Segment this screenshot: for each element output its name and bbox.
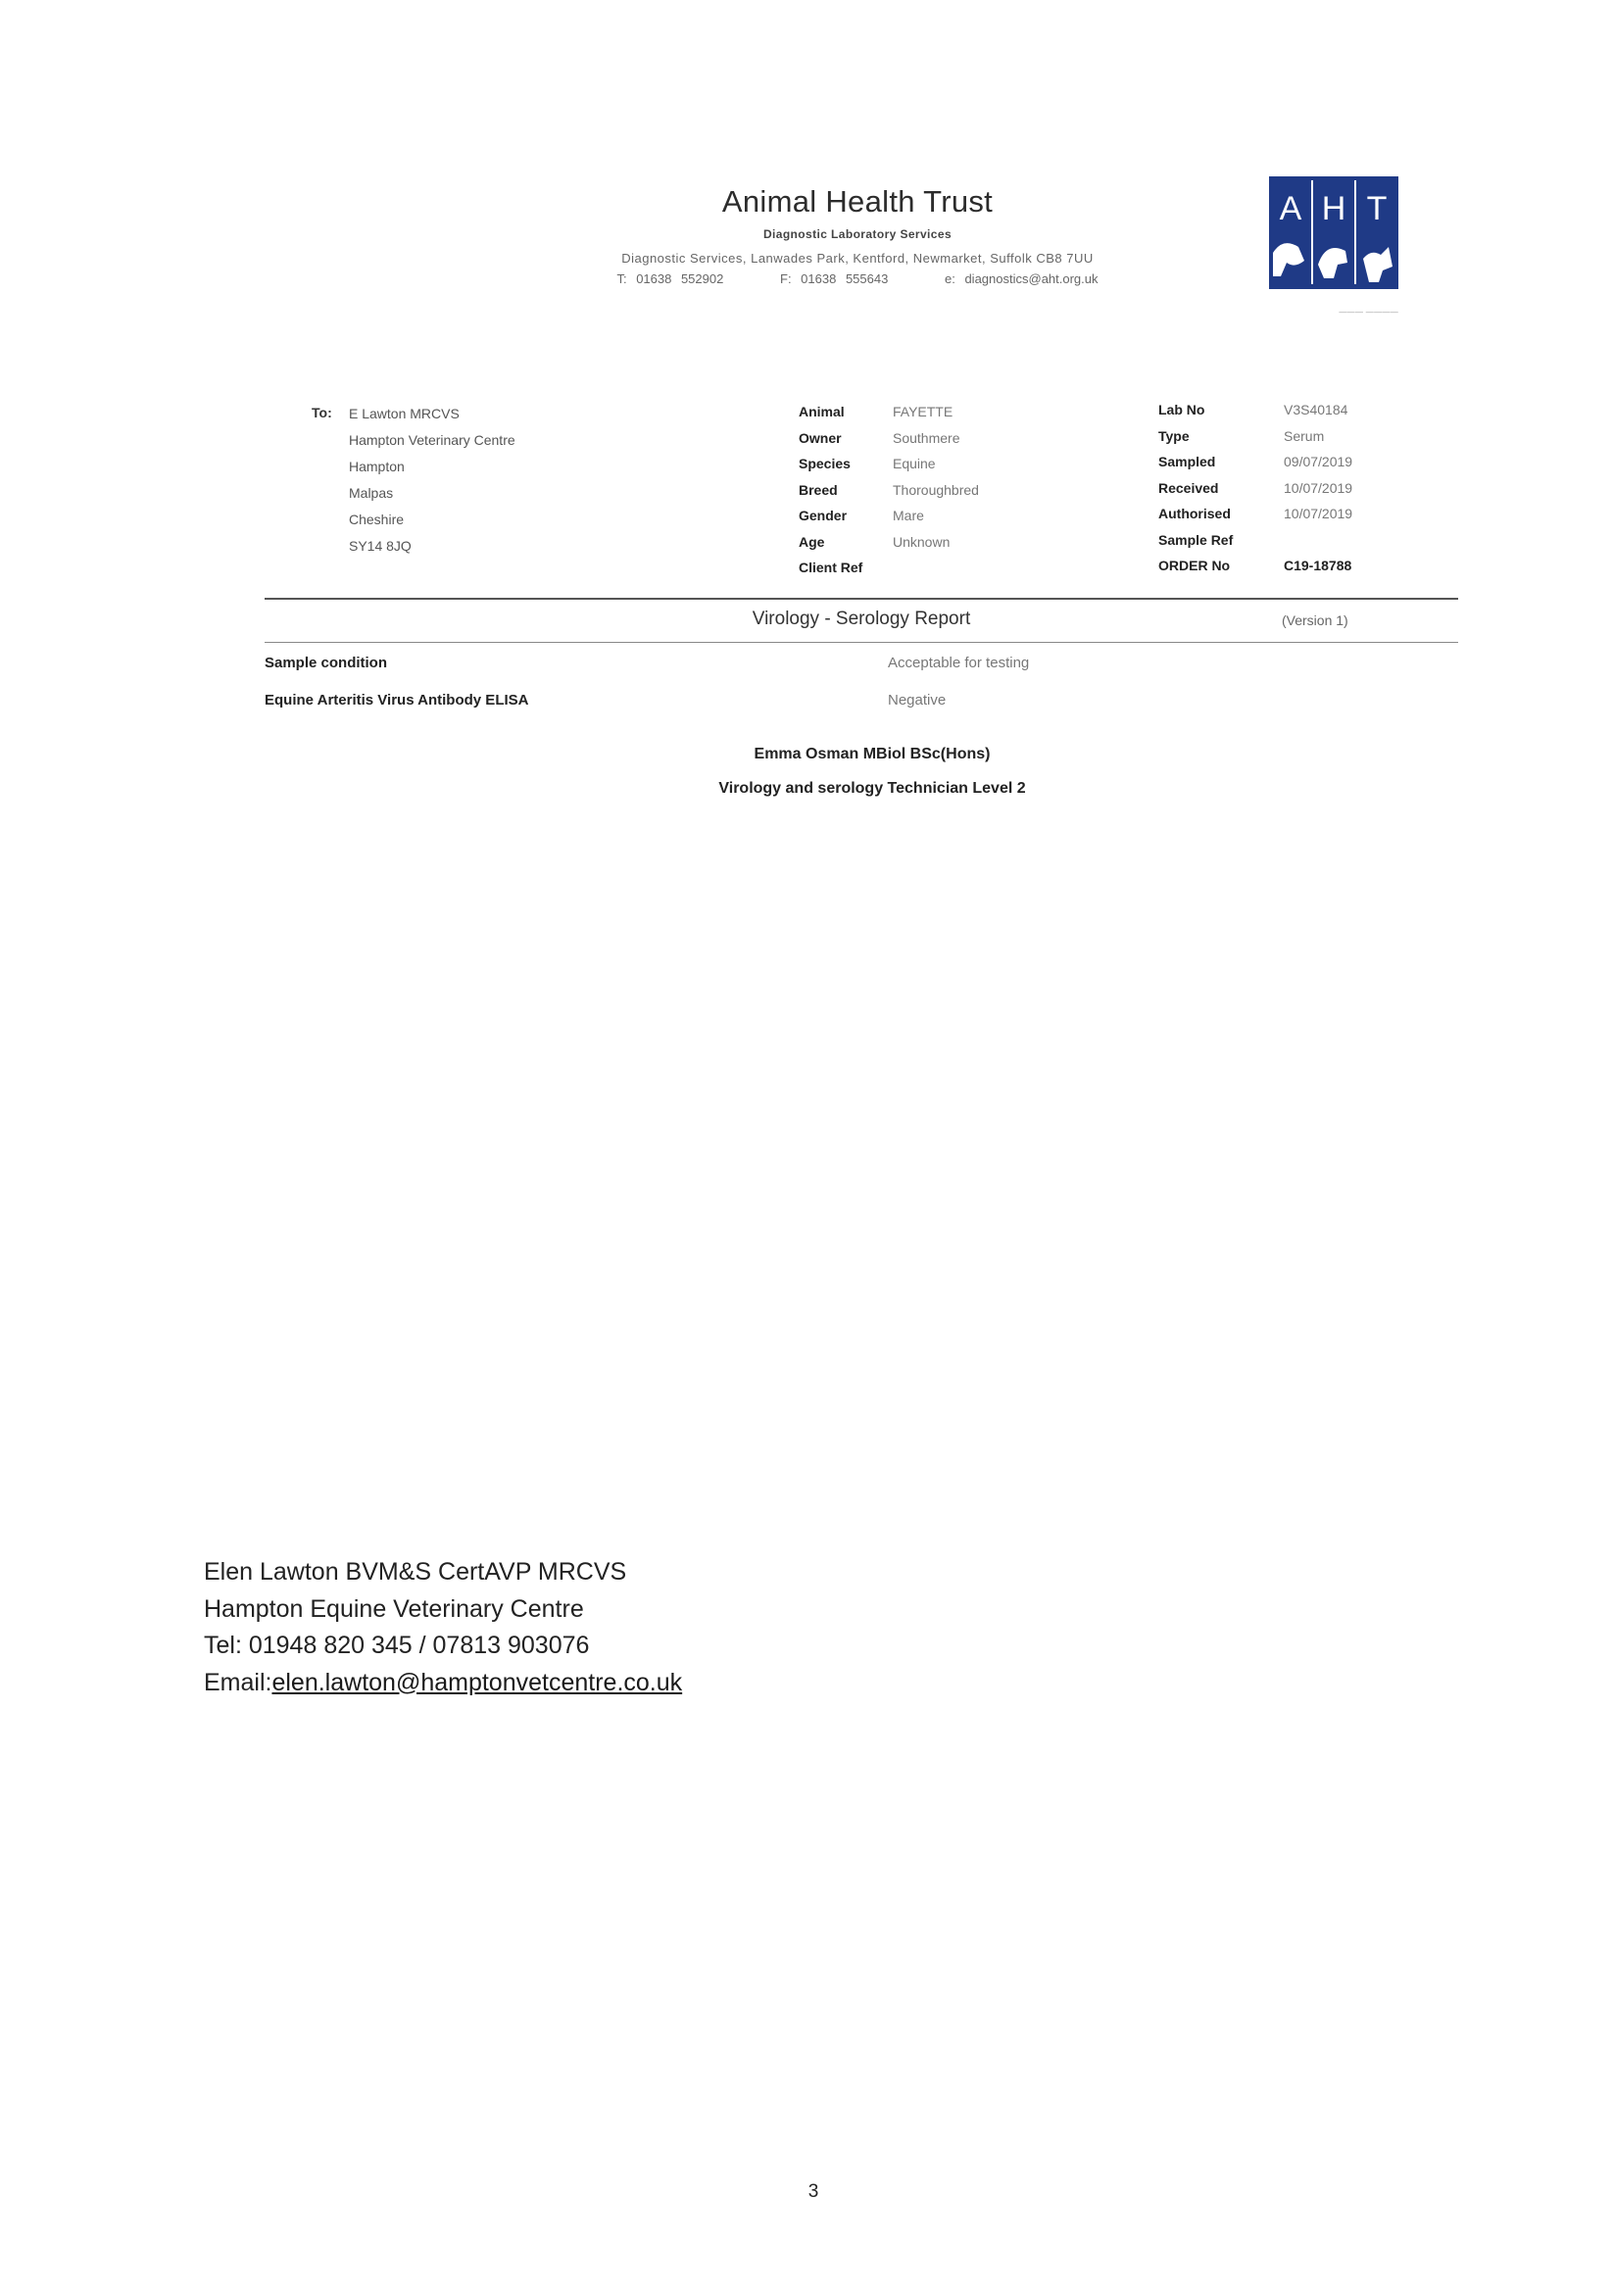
logo-letter-t: T — [1366, 190, 1388, 227]
sampled-row — [1158, 453, 1352, 479]
lab-address: Diagnostic Services, Lanwades Park, Kentford, Newmarket, Suffolk CB8 7UU — [621, 251, 1094, 266]
lab-name: Animal Health Trust — [721, 184, 994, 219]
age-value: Unknown — [893, 533, 951, 550]
received-value: 10/07/2019 — [1284, 479, 1353, 496]
sampled-value: 09/07/2019 — [1284, 454, 1353, 469]
gender-row — [799, 507, 979, 533]
to-label: To: — [312, 405, 332, 420]
sampled-label: Sampled — [1158, 454, 1216, 469]
logo-letter-h: H — [1321, 190, 1346, 227]
age-label: Age — [799, 533, 825, 550]
order-no-row — [1158, 557, 1352, 583]
animal-row — [799, 403, 979, 429]
type-label: Type — [1158, 427, 1190, 444]
age-row — [799, 533, 979, 560]
order-no-value: C19-18788 — [1284, 558, 1352, 573]
recipient-line: E Lawton MRCVS — [349, 406, 460, 421]
authorised-value: 10/07/2019 — [1284, 506, 1353, 521]
signature-tel: Tel: 01948 820 345 / 07813 903076 — [204, 1632, 590, 1659]
report-top-rule — [265, 598, 1458, 600]
recipient-line: Hampton Veterinary Centre — [349, 432, 515, 448]
sample-details — [1158, 401, 1352, 583]
signature-email-line — [204, 1665, 682, 1702]
species-row — [799, 455, 979, 481]
lab-phone: T: 01638 552902 — [616, 271, 724, 286]
animal-value: FAYETTE — [893, 404, 953, 419]
result-value: Acceptable for testing — [888, 655, 1030, 671]
signature-email-label: Email: — [204, 1668, 272, 1696]
authorised-row — [1158, 505, 1352, 531]
page-number: 3 — [807, 2181, 819, 2202]
result-value: Negative — [888, 692, 947, 708]
animal-details — [799, 403, 979, 585]
report-bottom-rule — [265, 642, 1458, 643]
lab-email: e: diagnostics@aht.org.uk — [945, 271, 1099, 286]
recipient-line: Hampton — [349, 459, 405, 474]
signature-name: Elen Lawton BVM&S CertAVP MRCVS — [204, 1558, 627, 1586]
species-value: Equine — [893, 456, 936, 471]
gender-value: Mare — [893, 508, 924, 523]
lab-contacts — [549, 271, 1166, 286]
owner-label: Owner — [799, 429, 842, 446]
recipient-line: SY14 8JQ — [349, 538, 412, 554]
animal-label: Animal — [799, 404, 845, 419]
signature-practice: Hampton Equine Veterinary Centre — [204, 1594, 584, 1623]
report-title: Virology - Serology Report — [752, 609, 971, 629]
client-ref-label: Client Ref — [799, 560, 863, 575]
received-row — [1158, 479, 1352, 506]
sample-ref-label: Sample Ref — [1158, 531, 1234, 548]
breed-label: Breed — [799, 481, 838, 498]
logo-letter-a: A — [1279, 190, 1302, 227]
signature-email-link[interactable]: elen.lawton@hamptonvetcentre.co.uk — [271, 1668, 683, 1696]
received-label: Received — [1158, 479, 1219, 496]
breed-row — [799, 481, 979, 508]
authorised-label: Authorised — [1158, 506, 1231, 521]
report-version: (Version 1) — [1282, 612, 1348, 628]
result-label: Sample condition — [265, 655, 388, 671]
signatory-name: Emma Osman MBiol BSc(Hons) — [754, 746, 991, 762]
lab-no-row — [1158, 401, 1352, 427]
recipient-line: Malpas — [349, 485, 394, 501]
lab-subtitle: Diagnostic Laboratory Services — [762, 227, 953, 241]
logo-tagline: ——— ———— — [1339, 308, 1398, 317]
lab-fax: F: 01638 555643 — [780, 271, 889, 286]
email-signature — [204, 1554, 682, 1701]
result-label: Equine Arteritis Virus Antibody ELISA — [265, 692, 529, 708]
owner-row — [799, 429, 979, 456]
client-ref-row — [799, 559, 979, 585]
lab-no-value: V3S40184 — [1284, 402, 1348, 417]
type-value: Serum — [1284, 427, 1325, 444]
type-row — [1158, 427, 1352, 454]
gender-label: Gender — [799, 508, 848, 523]
owner-value: Southmere — [893, 429, 960, 446]
lab-no-label: Lab No — [1158, 402, 1205, 417]
breed-value: Thoroughbred — [893, 481, 979, 498]
recipient-line: Cheshire — [349, 512, 405, 527]
order-no-label: ORDER No — [1158, 558, 1231, 573]
species-label: Species — [799, 456, 851, 471]
sample-ref-row — [1158, 531, 1352, 558]
lab-header — [549, 184, 1166, 286]
aht-logo — [1269, 176, 1398, 289]
signatory-role: Virology and serology Technician Level 2 — [718, 780, 1026, 797]
recipient-address — [349, 405, 643, 563]
